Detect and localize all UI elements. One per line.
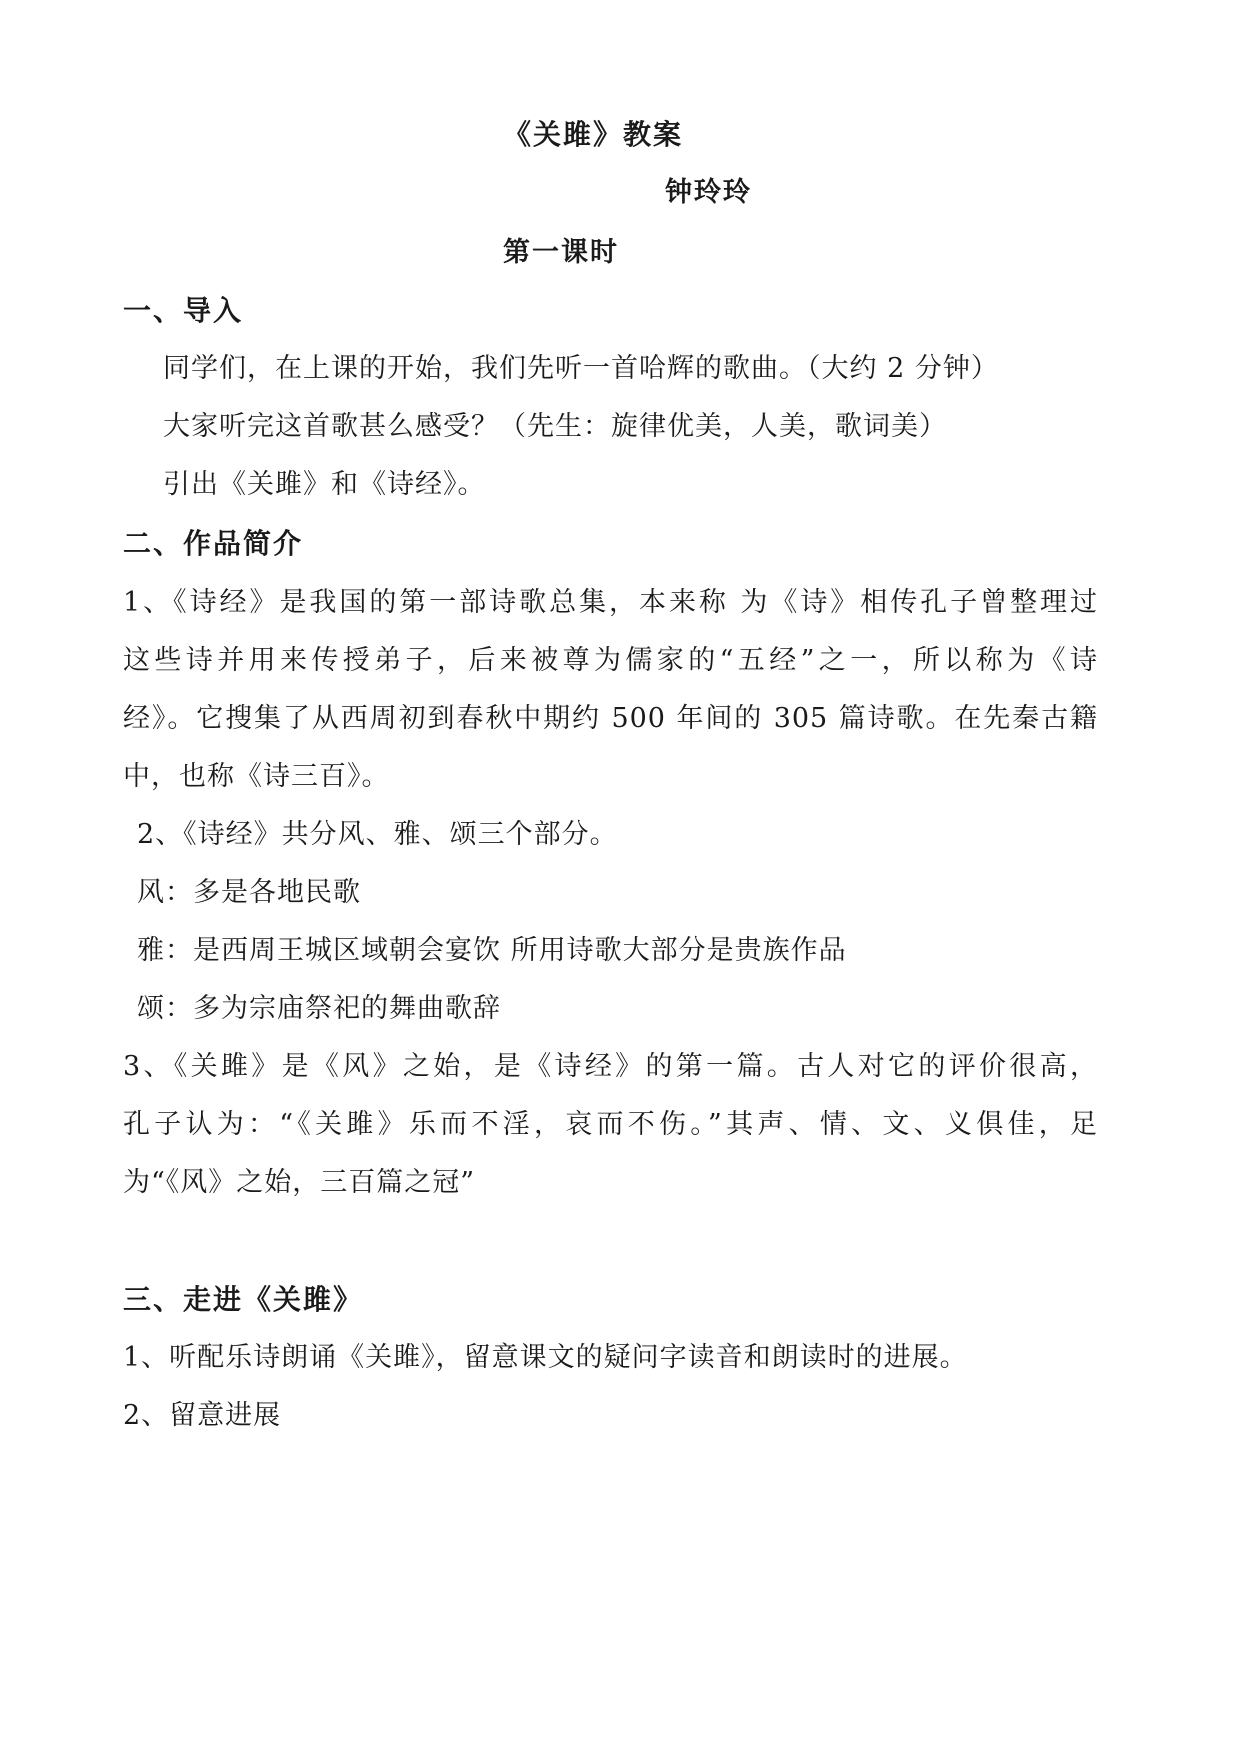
paragraph-line: 1、《诗经》是我国的第一部诗歌总集，本来称 为《诗》相传孔子曾整理过 <box>123 587 1098 618</box>
paragraph-line: 2、留意进展 <box>123 1400 282 1431</box>
paragraph-line: 颂：多为宗庙祭祀的舞曲歌辞 <box>137 993 501 1024</box>
paragraph-line: 3、《关雎》是《风》之始，是《诗经》的第一篇。古人对它的评价很高， <box>123 1051 1098 1082</box>
author-name: 钟玲玲 <box>665 177 752 208</box>
paragraph-line: 风：多是各地民歌 <box>137 877 361 908</box>
document-title: 《关雎》教案 <box>503 118 684 151</box>
paragraph-line: 2、《诗经》共分风、雅、颂三个部分。 <box>137 819 618 850</box>
paragraph-line: 引出《关雎》和《诗经》。 <box>163 469 486 500</box>
paragraph-line: 1、听配乐诗朗诵《关雎》，留意课文的疑问字读音和朗读时的进展。 <box>123 1342 968 1373</box>
paragraph-line: 大家听完这首歌甚么感受？（先生：旋律优美，人美，歌词美） <box>163 411 947 442</box>
paragraph-line: 同学们，在上课的开始，我们先听一首哈辉的歌曲。（大约 2 分钟） <box>163 353 999 384</box>
paragraph-line: 孔子认为：“《关雎》乐而不淫，哀而不伤。”其声、情、文、义俱佳，足 <box>123 1109 1098 1140</box>
section-heading-explore: 三、走进《关雎》 <box>123 1283 364 1316</box>
section-heading-work-intro: 二、作品简介 <box>123 527 304 560</box>
section-heading-intro: 一、导入 <box>123 294 244 327</box>
lesson-period-title: 第一课时 <box>503 237 619 268</box>
paragraph-line: 为“《风》之始，三百篇之冠” <box>123 1167 476 1198</box>
paragraph-line: 经》。它搜集了从西周初到春秋中期约 500 年间的 305 篇诗歌。在先秦古籍 <box>123 703 1098 734</box>
paragraph-line: 中，也称《诗三百》。 <box>123 761 390 792</box>
paragraph-line: 雅：是西周王城区域朝会宴饮 所用诗歌大部分是贵族作品 <box>137 935 847 966</box>
paragraph-line: 这些诗并用来传授弟子，后来被尊为儒家的“五经”之一，所以称为《诗 <box>123 645 1098 676</box>
